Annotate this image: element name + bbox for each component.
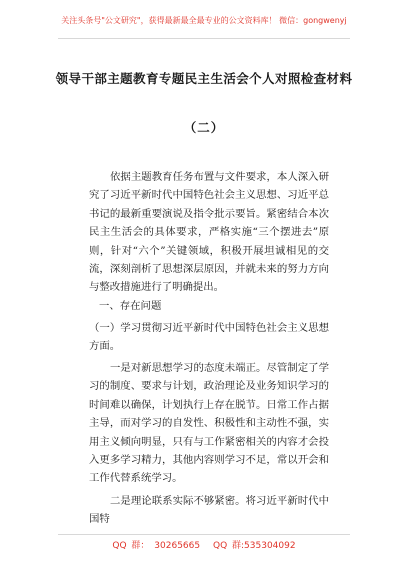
subsection-heading-1: （一）学习贯彻习近平新时代中国特色社会主义思想方面。 [89, 322, 329, 353]
footer-divider [58, 534, 350, 535]
paragraph-point-1: 一是对新思想学习的态度未端正。尽管制定了学习的制度、要求与计划，政治理论及业务知识学习的时间难以确保，计划执行上存在脱节。日常工作占据主导，而对学习的自发性、积极性和主动性不强，实用主义倾向明显，只有与工作紧密相关的内容才会投入更多学习精力，其他内容则学习不足，常以开会和工作代替系统学习。 [89, 362, 329, 485]
document-title: 领导干部主题教育专题民主生活会个人对照检查材料 [55, 71, 353, 86]
paragraph-point-2: 二是理论联系实际不够紧密。将习近平新时代中国特 [89, 495, 329, 526]
header-promo-text: 关注头条号"公文研究"，获得最新最全最专业的公文资料库！ 微信：gongwenyj [61, 16, 347, 25]
footer-qq-group-2: QQ 群:535304092 [212, 541, 296, 551]
section-heading-problems: 一、存在问题 [99, 300, 162, 312]
document-part-number: （二） [183, 120, 225, 135]
paragraph-intro: 依据主题教育任务布置与文件要求，本人深入研究了习近平新时代中国特色社会主义思想、习近平总书记的最新重要演说及指令批示要旨。紧密结合本次民主生活会的具体要求，严格实施“三个摆进去”原则，针对“六个”关键领域，积极开展坦诚相见的交流，深刻剖析了思想深层原因，并就未来的努力方向与整改措施进行了明确提出。 [89, 171, 329, 294]
header-divider [58, 38, 350, 39]
footer-qq-group-1: QQ 群： 30265665 [112, 541, 201, 551]
footer-contact [0, 538, 408, 551]
